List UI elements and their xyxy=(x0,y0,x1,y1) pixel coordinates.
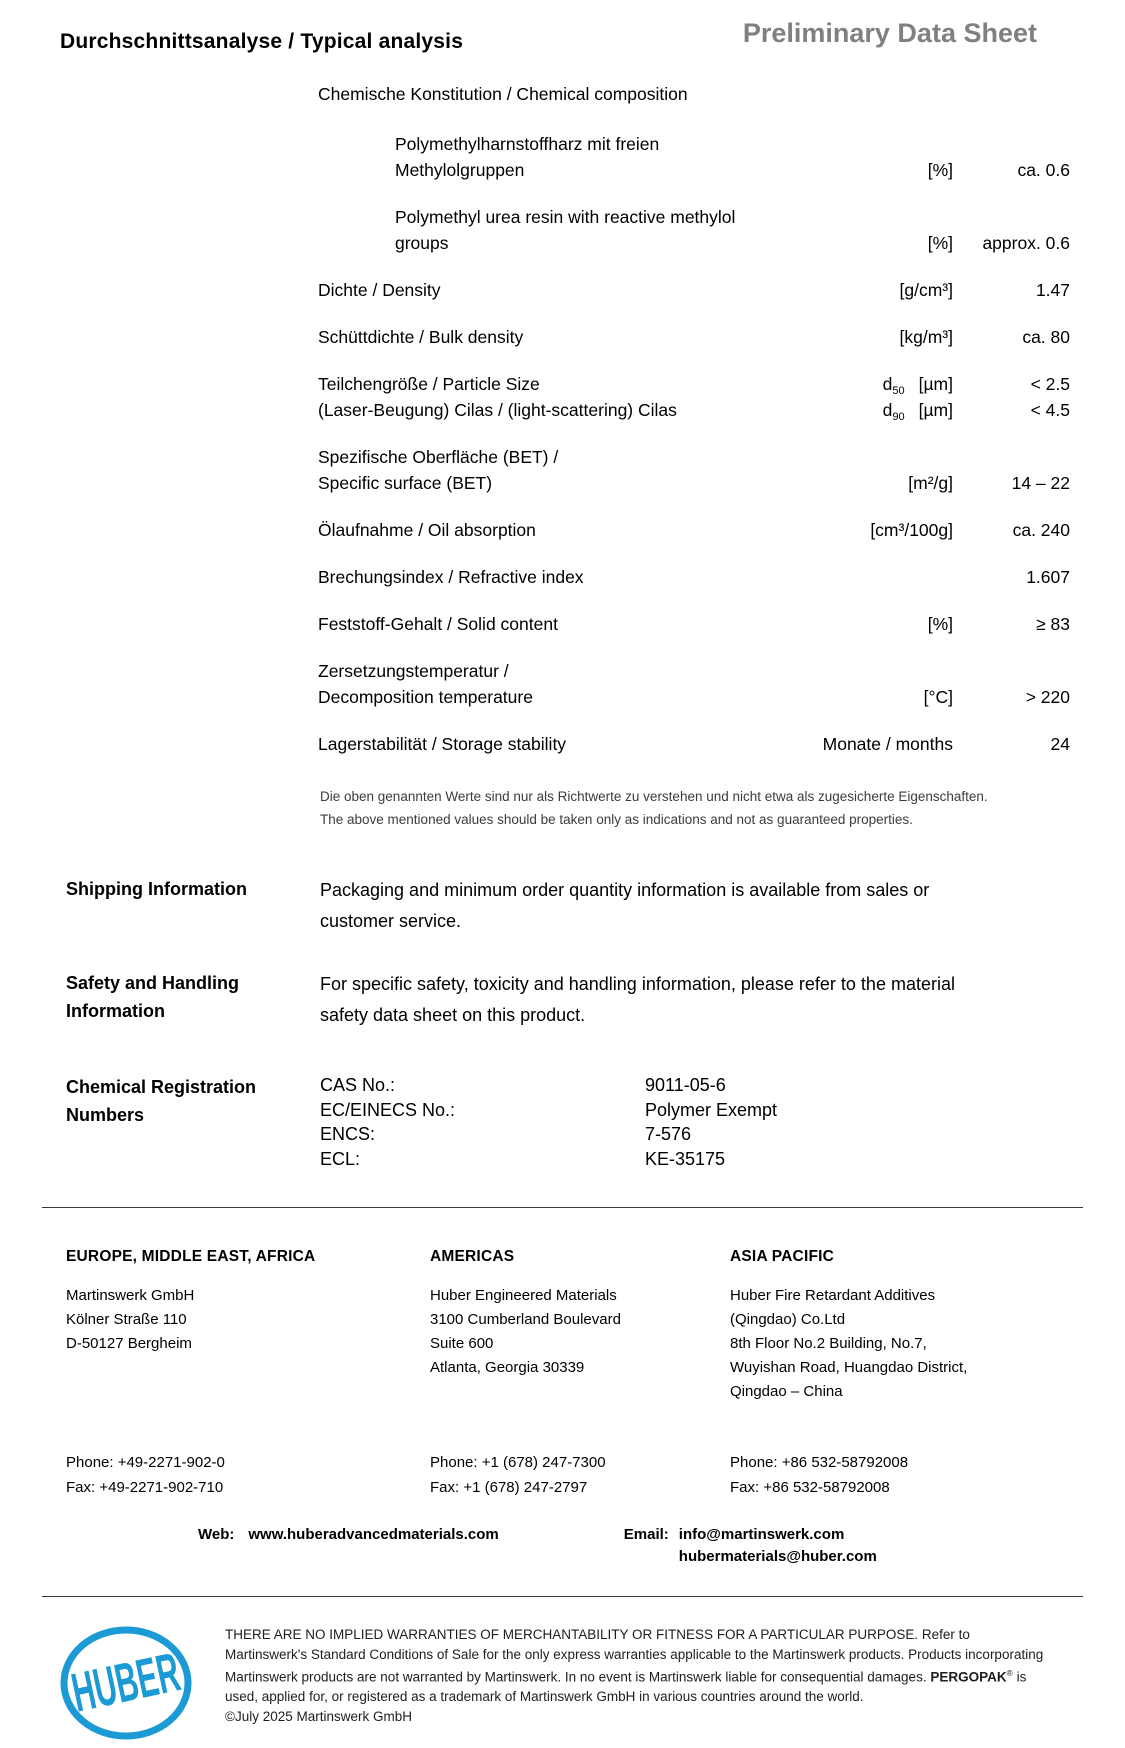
trademark-name: PERGOPAK xyxy=(930,1669,1007,1685)
email-link-huber[interactable]: hubermaterials@huber.com xyxy=(678,1548,877,1565)
row-label: Schüttdichte / Bulk density xyxy=(318,327,524,347)
disclaimer-main-text: THERE ARE NO IMPLIED WARRANTIES OF MERCHANTABILITY OR FITNESS FOR A PARTICULAR PURPOSE. Refer to Martinswerk's Standard Conditions of Sale for the only express warranties applicable to the Martinswerk products. Products incorporating Martinswerk products are not warranted by Martinswerk. In no event is Martinswerk liable for consequential damages. xyxy=(225,1627,1044,1685)
row-label xyxy=(318,658,788,710)
huber-logo-graphic xyxy=(57,1625,197,1743)
row-value: 14 – 22 xyxy=(1011,473,1070,493)
divider-bottom xyxy=(42,1596,1083,1597)
huber-logo xyxy=(57,1625,205,1748)
unit-text: [µm] xyxy=(918,400,953,420)
row-label: Lagerstabilität / Storage stability xyxy=(318,734,567,754)
address-line: Suite 600 xyxy=(430,1335,494,1352)
row-unit: Monate / months xyxy=(822,734,953,754)
registration-value: 7-576 xyxy=(645,1124,692,1144)
table-row-storage-stability xyxy=(318,731,1070,757)
shipping-heading: Shipping Information xyxy=(66,879,247,899)
registration-row-encs xyxy=(320,1122,980,1147)
row-label: (Laser-Beugung) Cilas / (light-scattering) Cilas xyxy=(318,400,677,420)
table-row-particle-size-d90 xyxy=(318,397,1070,423)
d-subscript: 90 xyxy=(892,411,905,423)
fax-line: Fax: +1 (678) 247-2797 xyxy=(430,1479,588,1496)
safety-information-section xyxy=(66,969,1125,1031)
safety-heading-line2: Information xyxy=(66,1001,165,1021)
safety-heading xyxy=(66,969,320,1031)
note-line-en: The above mentioned values should be taken only as indications and not as guaranteed properties. xyxy=(320,812,913,827)
row-label: Teilchengröße / Particle Size xyxy=(318,374,540,394)
region-heading: AMERICAS xyxy=(430,1248,515,1265)
row-value: > 220 xyxy=(1025,687,1070,707)
row-unit xyxy=(788,397,953,423)
email-pair xyxy=(624,1524,877,1568)
row-label xyxy=(318,444,788,496)
row-value: 1.47 xyxy=(1035,280,1070,300)
d-subscript: 50 xyxy=(892,385,905,397)
page-title: Durchschnittsanalyse / Typical analysis xyxy=(60,30,464,53)
registration-row-ecl xyxy=(320,1147,980,1172)
row-unit: [kg/m³] xyxy=(899,327,953,347)
registration-value: KE-35175 xyxy=(645,1148,726,1169)
trademark-statement: is used, applied for, or registered as a trademark of Martinswerk GmbH in various countries around the world. xyxy=(225,1669,1027,1704)
row-unit: [m²/g] xyxy=(908,473,953,493)
safety-body: For specific safety, toxicity and handling information, please refer to the material safety data sheet on this product. xyxy=(320,974,955,1025)
d-symbol: d xyxy=(882,374,893,394)
address-block xyxy=(430,1284,730,1450)
analysis-table xyxy=(318,82,1070,757)
registration-heading xyxy=(66,1073,320,1171)
table-row-refractive-index xyxy=(318,564,1070,590)
row-label: Feststoff-Gehalt / Solid content xyxy=(318,614,558,634)
header xyxy=(0,0,1125,54)
web-pair xyxy=(198,1524,499,1568)
row-unit xyxy=(788,371,953,397)
phone-line: Phone: +49-2271-902-0 xyxy=(66,1454,225,1471)
table-row-oil-absorption xyxy=(318,517,1070,543)
registered-mark: ® xyxy=(1006,1668,1013,1678)
registration-label: ECL: xyxy=(320,1148,361,1169)
row-value: ca. 240 xyxy=(1012,520,1070,540)
email-label: Email: xyxy=(623,1526,669,1543)
address-line: Qingdao – China xyxy=(730,1383,843,1400)
contact-column-emea xyxy=(66,1248,430,1500)
address-line: (Qingdao) Co.Ltd xyxy=(730,1311,846,1328)
address-line: Atlanta, Georgia 30339 xyxy=(430,1359,585,1376)
row-label-line2: Specific surface (BET) xyxy=(318,473,493,493)
preliminary-badge: Preliminary Data Sheet xyxy=(742,18,1037,48)
address-block xyxy=(730,1284,1045,1450)
email-link-martinswerk[interactable]: info@martinswerk.com xyxy=(678,1526,845,1543)
legal-disclaimer xyxy=(225,1625,1049,1726)
legal-footer xyxy=(57,1625,1125,1748)
contact-column-americas xyxy=(430,1248,730,1500)
row-label: Polymethylharnstoffharz mit freien Methylolgruppen xyxy=(395,134,660,180)
address-line: 8th Floor No.2 Building, No.7, xyxy=(730,1335,927,1352)
values-indication-note xyxy=(320,785,1125,831)
d-symbol: d xyxy=(882,400,893,420)
fax-line: Fax: +49-2271-902-710 xyxy=(66,1479,224,1496)
region-heading: EUROPE, MIDDLE EAST, AFRICA xyxy=(66,1248,316,1265)
registration-value: 9011-05-6 xyxy=(645,1075,726,1095)
address-line: Huber Engineered Materials xyxy=(430,1287,617,1304)
registration-list xyxy=(320,1073,980,1171)
registration-row-einecs xyxy=(320,1098,980,1123)
table-row-solid-content xyxy=(318,611,1070,637)
row-value: approx. 0.6 xyxy=(982,233,1070,253)
address-line: Huber Fire Retardant Additives xyxy=(730,1287,936,1304)
row-label-line1: Spezifische Oberfläche (BET) / xyxy=(318,447,559,467)
row-label: Dichte / Density xyxy=(318,280,441,300)
row-label: Ölaufnahme / Oil absorption xyxy=(318,520,536,540)
row-unit: [cm³/100g] xyxy=(870,520,953,540)
row-label-line1: Zersetzungstemperatur / xyxy=(318,661,509,681)
note-line-de: Die oben genannten Werte sind nur als Richtwerte zu verstehen und nicht etwa als zugesicherte Eigenschaften. xyxy=(320,789,988,804)
table-row-particle-size-d50 xyxy=(318,371,1070,397)
table-row-bulk-density xyxy=(318,324,1070,350)
row-value: < 2.5 xyxy=(1030,374,1070,394)
registration-label: EC/EINECS No.: xyxy=(320,1099,456,1120)
address-line: D-50127 Bergheim xyxy=(66,1335,192,1352)
registration-label: ENCS: xyxy=(320,1124,376,1144)
row-label: Brechungsindex / Refractive index xyxy=(318,567,584,587)
address-line: Kölner Straße 110 xyxy=(66,1311,187,1328)
huber-logo-text: HUBER xyxy=(66,1642,186,1724)
table-row-composition-en xyxy=(318,204,1070,256)
row-label-line2: Decomposition temperature xyxy=(318,687,533,707)
table-row-density xyxy=(318,277,1070,303)
registration-heading-line2: Numbers xyxy=(66,1105,145,1125)
row-value: < 4.5 xyxy=(1030,400,1070,420)
row-unit: [°C] xyxy=(923,687,953,707)
address-line: 3100 Cumberland Boulevard xyxy=(430,1311,621,1328)
website-link[interactable]: www.huberadvancedmaterials.com xyxy=(248,1526,499,1543)
row-unit: [%] xyxy=(927,233,953,253)
address-block xyxy=(66,1284,430,1450)
chemical-registration-section xyxy=(66,1073,1125,1171)
divider-top xyxy=(42,1207,1083,1208)
regional-contacts xyxy=(66,1248,1045,1500)
row-value: 1.607 xyxy=(1026,567,1070,587)
table-row-specific-surface xyxy=(318,444,1070,496)
unit-text: [µm] xyxy=(918,374,953,394)
registration-row-cas xyxy=(320,1073,980,1098)
safety-heading-line1: Safety and Handling xyxy=(66,973,240,993)
address-line: Martinswerk GmbH xyxy=(66,1287,195,1304)
row-unit: [g/cm³] xyxy=(899,280,953,300)
shipping-body: Packaging and minimum order quantity information is available from sales or customer service. xyxy=(320,880,930,931)
row-value: ca. 80 xyxy=(1022,327,1070,347)
copyright-line: ©July 2025 Martinswerk GmbH xyxy=(225,1708,413,1724)
registration-value: Polymer Exempt xyxy=(645,1099,778,1120)
phone-line: Phone: +86 532-58792008 xyxy=(730,1454,909,1471)
region-heading: ASIA PACIFIC xyxy=(730,1248,835,1265)
table-row-composition-de xyxy=(318,131,1070,183)
row-value: ca. 0.6 xyxy=(1017,160,1070,180)
email-addresses xyxy=(679,1524,877,1568)
fax-line: Fax: +86 532-58792008 xyxy=(730,1479,890,1496)
shipping-information-section xyxy=(66,875,1125,937)
row-value: ≥ 83 xyxy=(1036,614,1070,634)
row-label: Polymethyl urea resin with reactive methylol groups xyxy=(395,207,736,253)
registration-label: CAS No.: xyxy=(320,1075,396,1095)
phone-line: Phone: +1 (678) 247-7300 xyxy=(430,1454,606,1471)
row-unit: [%] xyxy=(927,614,953,634)
web-label: Web: xyxy=(198,1526,235,1543)
row-unit: [%] xyxy=(927,160,953,180)
section-title-chemical-composition: Chemische Konstitution / Chemical composition xyxy=(318,84,688,104)
address-line: Wuyishan Road, Huangdao District, xyxy=(730,1359,968,1376)
registration-heading-line1: Chemical Registration xyxy=(66,1077,257,1097)
table-row-decomposition-temperature xyxy=(318,658,1070,710)
web-email-row xyxy=(198,1524,1125,1568)
row-value: 24 xyxy=(1050,734,1070,754)
contact-column-asia-pacific xyxy=(730,1248,1045,1500)
